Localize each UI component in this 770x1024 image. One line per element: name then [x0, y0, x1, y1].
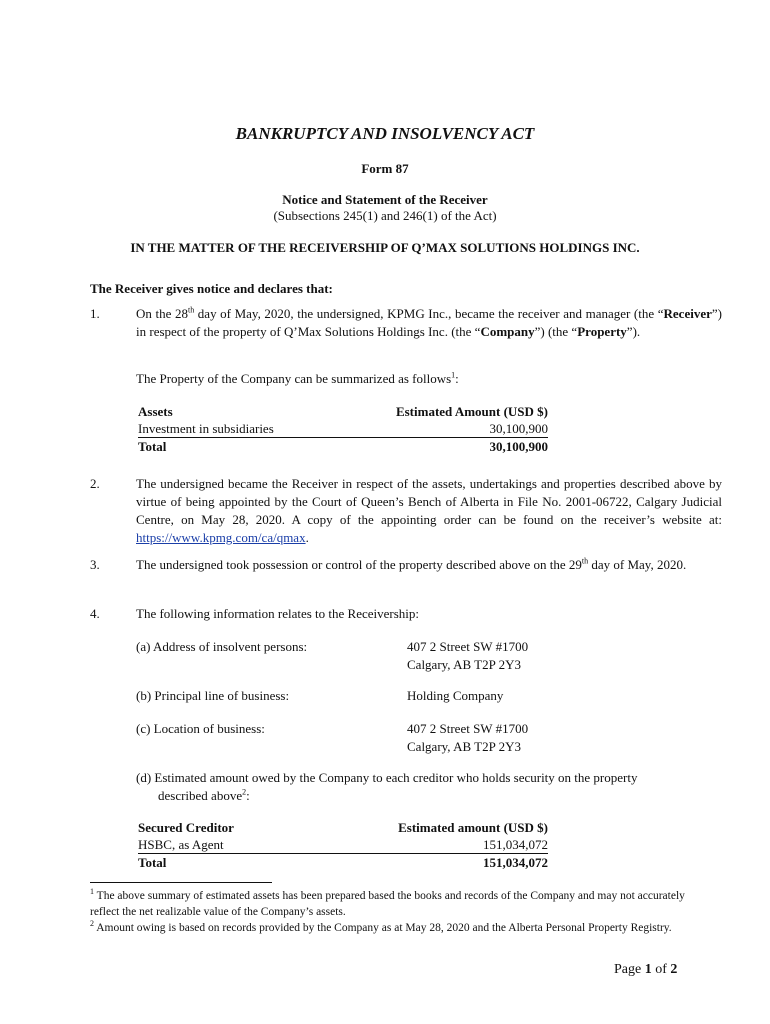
page-number: Page 1 of 2 [614, 962, 678, 977]
form-number: Form 87 [361, 161, 409, 176]
item-1-text: On the 28th day of May, 2020, the undersigned, KPMG Inc., became the receiver and manager (the “Receiver”) in respect of the property of Q’Max Solutions Holdings Inc. (the “Company”) (the “Property”). [136, 305, 722, 339]
total-label: Total [138, 438, 331, 456]
item-3-number: 3. [90, 557, 100, 572]
assets-total-row [138, 438, 548, 456]
matter-heading: IN THE MATTER OF THE RECEIVERSHIP OF Q’MAX SOLUTIONS HOLDINGS INC. [130, 240, 640, 255]
asset-amount: 30,100,900 [489, 421, 548, 436]
creditors-header-row [138, 819, 548, 836]
business-line-value: Holding Company [407, 688, 504, 703]
item-4-number: 4. [90, 606, 100, 621]
creditors-total-row [138, 854, 548, 872]
creditor-column-header: Secured Creditor [138, 820, 234, 835]
item-2-text: The undersigned became the Receiver in respect of the assets, undertakings and properties described above by virtue of being appointed by the Court of Queen’s Bench of Alberta in File No. 2001-06722, Calgary Judicial Centre, on May 28, 2020. A copy of the appointing order can be found on the receiver’s website at: https://www.kpmg.com/ca/qmax. [136, 476, 722, 545]
business-location-label: (c) Location of business: [136, 721, 265, 736]
amount-column-header: Estimated Amount (USD $) [395, 404, 548, 419]
business-line-label: (b) Principal line of business: [136, 688, 290, 703]
table-row [138, 420, 548, 438]
table-row [138, 836, 548, 854]
footnote-1: $^1$ The above summary of estimated assets has been prepared based the books and records of the Company and may not accurately reflect the net realizable value of the Company’s assets. [90, 887, 685, 918]
assets-header-row [138, 403, 548, 420]
document-title: BANKRUPTCY AND INSOLVENCY ACT [235, 124, 535, 143]
creditor-amount: 151,034,072 [483, 837, 548, 852]
creditors-table [138, 819, 548, 871]
footnote-2: $^2$ Amount owing is based on records provided by the Company as at May 28, 2020 and the Alberta Personal Property Registry. [90, 919, 672, 934]
receiver-website-link[interactable]: https://www.kpmg.com/ca/qmax [136, 530, 306, 545]
insolvent-address-value: 407 2 Street SW #1700 Calgary, AB T2P 2Y3 [407, 639, 529, 672]
item-2-number: 2. [90, 476, 100, 491]
intro-statement: The Receiver gives notice and declares that: [90, 281, 333, 296]
creditor-label: HSBC, as Agent [138, 837, 224, 852]
footnote-divider [90, 882, 272, 883]
insolvent-address-label: (a) Address of insolvent persons: [136, 639, 308, 654]
creditors-total-label: Total [138, 854, 298, 872]
creditors-total-amount: 151,034,072 [298, 854, 548, 872]
item-1-number: 1. [90, 306, 100, 321]
item-3-text: The undersigned took possession or control of the property described above on the 29th day of May, 2020. [136, 556, 687, 572]
item-4-text: The following information relates to the Receivership: [136, 606, 420, 621]
creditor-amount-column-header: Estimated amount (USD $) [398, 820, 548, 835]
asset-label: Investment in subsidiaries [138, 421, 274, 436]
subsections-reference: (Subsections 245(1) and 246(1) of the Act) [273, 208, 497, 223]
business-location-value: 407 2 Street SW #1700 Calgary, AB T2P 2Y3 [407, 721, 529, 754]
notice-heading: Notice and Statement of the Receiver [282, 192, 488, 207]
property-summary-text: The Property of the Company can be summarized as follows$^1$: [136, 370, 459, 386]
secured-creditors-intro: (d) Estimated amount owed by the Company to each creditor who holds security on the property described above$^2$: [136, 770, 638, 803]
total-amount: 30,100,900 [331, 438, 548, 456]
assets-table [138, 403, 548, 455]
assets-column-header: Assets [138, 404, 173, 419]
